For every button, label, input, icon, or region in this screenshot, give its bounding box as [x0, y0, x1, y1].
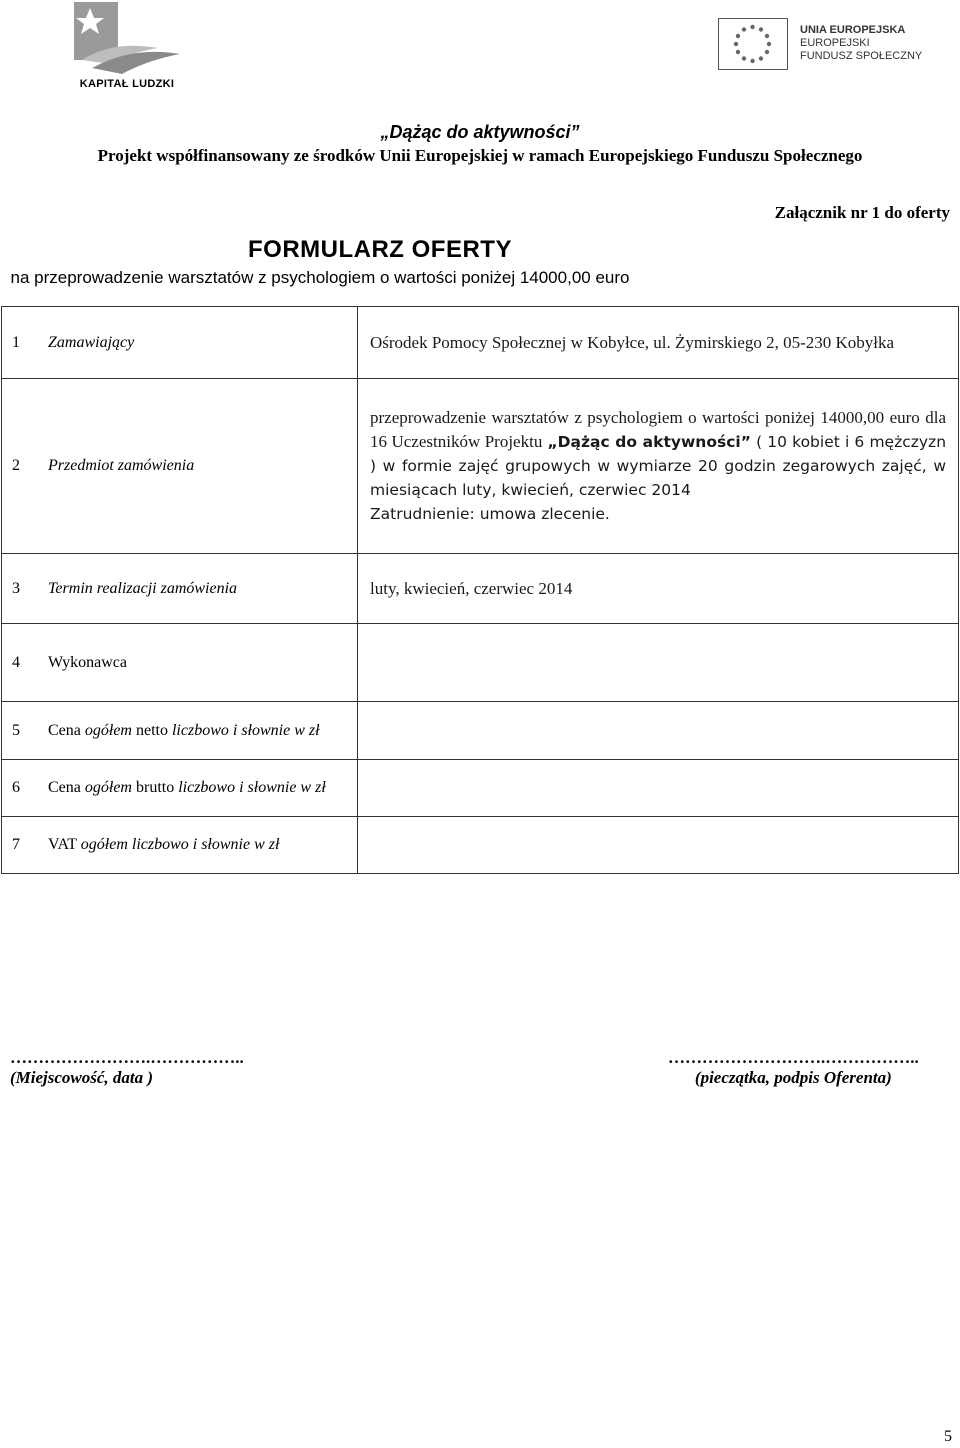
annex-label: Załącznik nr 1 do oferty: [774, 203, 950, 222]
kapital-ludzki-text: KAPITAŁ LUDZKI: [79, 78, 175, 90]
row-number: 5: [12, 721, 20, 739]
label-part: Cena: [48, 779, 85, 796]
vat-field[interactable]: [358, 817, 959, 874]
przedmiot-value-part-3: Zatrudnienie: umowa zlecenie.: [370, 505, 610, 523]
row-label-cell: [2, 702, 358, 760]
row-label-cell: [2, 307, 358, 379]
place-date-caption: (Miejscowość, data ): [10, 1068, 154, 1087]
row-number: 7: [12, 836, 20, 853]
wykonawca-field[interactable]: [358, 624, 959, 702]
project-name: „Dążąc do aktywności”: [380, 122, 580, 142]
stamp-dots: ……………………….……………..: [668, 1048, 919, 1067]
przedmiot-value-part-2: ( 10 kobiet i 6 mężczyzn ) w formie zajęć grupowych w wymiarze 20 godzin zegarowych zajęć, w miesiącach luty, kwiecień, czerwiec 2014: [370, 433, 947, 499]
offer-form-table: [1, 306, 959, 874]
termin-value-cell: [358, 554, 959, 624]
cena-brutto-field[interactable]: [358, 760, 959, 817]
row-label-cell: [2, 760, 358, 817]
label-part: ogółem liczbowo i słownie w zł: [80, 836, 280, 853]
stamp-caption: (pieczątka, podpis Oferenta): [694, 1068, 892, 1087]
row-label: Termin realizacji zamówienia: [48, 579, 238, 597]
label-part: ogółem: [84, 721, 132, 739]
eu-logo: [718, 18, 930, 74]
project-name-inline: „Dążąc do aktywności”: [547, 433, 751, 451]
label-part: brutto: [131, 779, 179, 796]
project-description: Projekt współfinansowany ze środków Unii Europejskiej w ramach Europejskiego Funduszu Społecznego: [97, 146, 863, 165]
place-date-dots: …………………….……………..: [10, 1048, 244, 1067]
label-part: VAT: [48, 836, 81, 853]
row-number: 1: [12, 333, 20, 351]
table-row: [2, 307, 959, 379]
row-label-cell: [2, 379, 358, 554]
przedmiot-value-cell: [358, 379, 959, 554]
table-row: [2, 760, 959, 817]
form-title: [0, 236, 960, 264]
kapital-ludzki-emblem-icon: [62, 2, 192, 76]
zamawiajacy-value-cell: [358, 307, 959, 379]
stamp-signature: [668, 1048, 919, 1088]
label-part: ogółem: [84, 779, 132, 796]
termin-value: luty, kwiecień, czerwiec 2014: [370, 578, 573, 598]
table-row: [2, 817, 959, 874]
eu-logo-line-1: UNIA EUROPEJSKA: [800, 24, 906, 36]
row-number: 4: [12, 653, 20, 671]
label-part: liczbowo i słownie w zł: [178, 779, 326, 796]
row-number: 3: [12, 579, 20, 597]
row-label: Wykonawca: [48, 653, 127, 671]
eu-logo-line-2: EUROPEJSKI: [800, 37, 870, 49]
table-row: [2, 554, 959, 624]
table-row: [2, 702, 959, 760]
row-number: 6: [12, 779, 20, 796]
row-number: 2: [12, 457, 20, 474]
eu-logo-line-3: FUNDUSZ SPOŁECZNY: [800, 50, 923, 62]
label-part: Cena: [48, 721, 85, 739]
label-part: liczbowo i słownie w zł: [171, 721, 320, 739]
page-number: 5: [944, 1428, 952, 1445]
zamawiajacy-value: Ośrodek Pomocy Społecznej w Kobyłce, ul. Żymirskiego 2, 05-230 Kobyłka: [370, 332, 895, 352]
kapital-ludzki-logo: [62, 2, 192, 94]
place-date-signature: [10, 1048, 244, 1088]
table-row: [2, 624, 959, 702]
row-label-cell: [2, 624, 358, 702]
row-label: Zamawiający: [48, 333, 135, 351]
form-title-text: FORMULARZ OFERTY: [248, 236, 512, 263]
form-subtitle: na przeprowadzenie warsztatów z psychologiem o wartości poniżej 14000,00 euro: [10, 268, 630, 287]
eu-flag-icon: [718, 18, 788, 70]
table-row: [2, 379, 959, 554]
eu-logo-text: [800, 24, 922, 63]
przedmiot-value-part-1: przeprowadzenie warsztatów z psychologiem o wartości poniżej 14000,00 euro dla 16 Uczestników Projektu: [370, 408, 946, 451]
row-label-cell: [2, 554, 358, 624]
cena-netto-field[interactable]: [358, 702, 959, 760]
row-label-cell: [2, 817, 358, 874]
row-label: Przedmiot zamówienia: [48, 457, 195, 474]
label-part: netto: [131, 721, 172, 739]
